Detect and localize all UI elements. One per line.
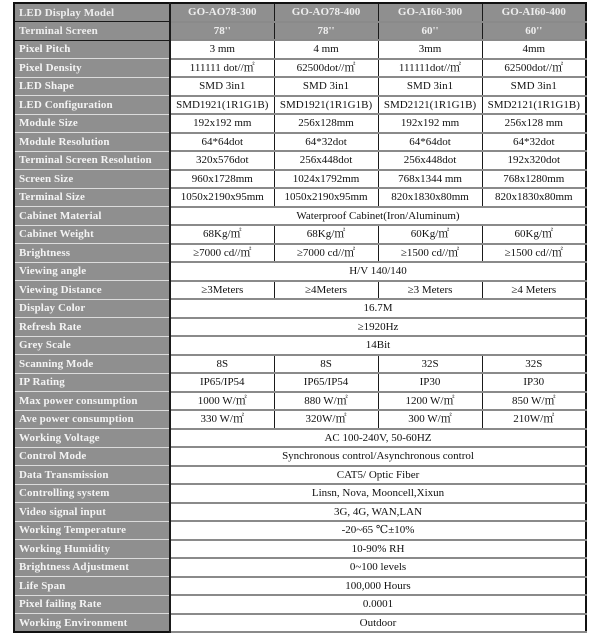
spec-row (14, 151, 586, 170)
spec-row (14, 170, 586, 189)
row-label: Refresh Rate (14, 318, 170, 337)
spec-row (14, 521, 586, 540)
row-label: IP Rating (14, 373, 170, 392)
row-label: Life Span (14, 577, 170, 596)
row-label: Working Voltage (14, 429, 170, 448)
screen-size-value: 78'' (274, 22, 378, 41)
spec-value: SMD 3in1 (378, 77, 482, 96)
spec-row (14, 133, 586, 152)
spec-value: 8S (170, 355, 274, 374)
spec-value: 111111dot//㎡ (378, 59, 482, 78)
row-label: Working Temperature (14, 521, 170, 540)
screen-size-value: 78'' (170, 22, 274, 41)
spec-value-shared: 0.0001 (170, 595, 586, 614)
row-label: Working Environment (14, 614, 170, 633)
spec-value-shared: 16.7M (170, 299, 586, 318)
spec-row (14, 373, 586, 392)
spec-value: 32S (482, 355, 586, 374)
spec-row (14, 40, 586, 59)
spec-value-shared: 100,000 Hours (170, 577, 586, 596)
spec-value: IP30 (378, 373, 482, 392)
row-label: Viewing Distance (14, 281, 170, 300)
row-label: Terminal Size (14, 188, 170, 207)
spec-value: ≥7000 cd//㎡ (170, 244, 274, 263)
row-label: Cabinet Weight (14, 225, 170, 244)
spec-value: 820x1830x80mm (378, 188, 482, 207)
spec-value: 320W/㎡ (274, 410, 378, 429)
row-label: Pixel failing Rate (14, 595, 170, 614)
spec-value: ≥1500 cd//㎡ (378, 244, 482, 263)
spec-row (14, 59, 586, 78)
row-label: Terminal Screen (14, 22, 170, 41)
spec-row (14, 281, 586, 300)
spec-value: 68Kg/㎡ (274, 225, 378, 244)
spec-value: SMD 3in1 (274, 77, 378, 96)
spec-row (14, 410, 586, 429)
spec-value: 1050x2190x95mm (274, 188, 378, 207)
spec-value-shared: Waterproof Cabinet(Iron/Aluminum) (170, 207, 586, 226)
model-name: GO-AI60-300 (378, 3, 482, 22)
spec-value: 64*64dot (378, 133, 482, 152)
spec-value: 8S (274, 355, 378, 374)
spec-value: 62500dot//㎡ (274, 59, 378, 78)
row-label: Cabinet Material (14, 207, 170, 226)
spec-value: ≥7000 cd//㎡ (274, 244, 378, 263)
spec-value: SMD2121(1R1G1B) (378, 96, 482, 115)
spec-row (14, 207, 586, 226)
spec-value: 68Kg/㎡ (170, 225, 274, 244)
spec-row (14, 503, 586, 522)
spec-value: 320x576dot (170, 151, 274, 170)
screen-size-value: 60'' (378, 22, 482, 41)
model-name: GO-AO78-400 (274, 3, 378, 22)
spec-value: 880 W/㎡ (274, 392, 378, 411)
spec-value: ≥4 Meters (482, 281, 586, 300)
row-label: Viewing angle (14, 262, 170, 281)
row-label: Grey Scale (14, 336, 170, 355)
row-label: Module Size (14, 114, 170, 133)
spec-value: 64*64dot (170, 133, 274, 152)
row-label: Terminal Screen Resolution (14, 151, 170, 170)
row-label: Screen Size (14, 170, 170, 189)
spec-value: 60Kg/㎡ (378, 225, 482, 244)
spec-row (14, 114, 586, 133)
spec-value: 256x448dot (378, 151, 482, 170)
terminal-screen-row (14, 22, 586, 41)
spec-row (14, 484, 586, 503)
spec-value: ≥3 Meters (378, 281, 482, 300)
row-label: LED Display Model (14, 3, 170, 22)
spec-row (14, 299, 586, 318)
spec-value: 768x1344 mm (378, 170, 482, 189)
spec-value: 3 mm (170, 40, 274, 59)
spec-value: 62500dot//㎡ (482, 59, 586, 78)
spec-row (14, 429, 586, 448)
spec-row (14, 577, 586, 596)
row-label: Max power consumption (14, 392, 170, 411)
spec-value: 4mm (482, 40, 586, 59)
row-label: Pixel Pitch (14, 40, 170, 59)
spec-value-shared: 14Bit (170, 336, 586, 355)
spec-row (14, 447, 586, 466)
spec-value-shared: 10-90% RH (170, 540, 586, 559)
spec-row (14, 225, 586, 244)
row-label: Brightness (14, 244, 170, 263)
screen-size-value: 60'' (482, 22, 586, 41)
spec-value: 1000 W/㎡ (170, 392, 274, 411)
spec-value: 768x1280mm (482, 170, 586, 189)
spec-value: SMD2121(1R1G1B) (482, 96, 586, 115)
spec-value: 1024x1792mm (274, 170, 378, 189)
spec-value: 192x320dot (482, 151, 586, 170)
row-label: Scanning Mode (14, 355, 170, 374)
row-label: Brightness Adjustment (14, 558, 170, 577)
model-header-row (14, 3, 586, 22)
spec-value: 256x128 mm (482, 114, 586, 133)
led-spec-table (13, 2, 587, 633)
spec-value: IP65/IP54 (170, 373, 274, 392)
spec-value: 1050x2190x95mm (170, 188, 274, 207)
spec-value: 256x448dot (274, 151, 378, 170)
row-label: LED Shape (14, 77, 170, 96)
spec-value: SMD1921(1R1G1B) (170, 96, 274, 115)
spec-value: 3mm (378, 40, 482, 59)
row-label: Display Color (14, 299, 170, 318)
spec-value: 820x1830x80mm (482, 188, 586, 207)
spec-row (14, 466, 586, 485)
row-label: Module Resolution (14, 133, 170, 152)
spec-value: 192x192 mm (170, 114, 274, 133)
spec-value: SMD1921(1R1G1B) (274, 96, 378, 115)
spec-value-shared: Synchronous control/Asynchronous control (170, 447, 586, 466)
row-label: Controlling system (14, 484, 170, 503)
row-label: Ave power consumption (14, 410, 170, 429)
spec-row (14, 188, 586, 207)
spec-value: 64*32dot (482, 133, 586, 152)
spec-value-shared: ≥1920Hz (170, 318, 586, 337)
spec-value-shared: AC 100-240V, 50-60HZ (170, 429, 586, 448)
spec-value: ≥3Meters (170, 281, 274, 300)
spec-row (14, 614, 586, 633)
spec-value: 111111 dot//㎡ (170, 59, 274, 78)
spec-value: ≥4Meters (274, 281, 378, 300)
spec-value: 300 W/㎡ (378, 410, 482, 429)
spec-row (14, 77, 586, 96)
spec-value: 210W/㎡ (482, 410, 586, 429)
spec-value-shared: H/V 140/140 (170, 262, 586, 281)
spec-value: 256x128mm (274, 114, 378, 133)
spec-value: SMD 3in1 (170, 77, 274, 96)
spec-value: ≥1500 cd//㎡ (482, 244, 586, 263)
model-name: GO-AI60-400 (482, 3, 586, 22)
spec-row (14, 392, 586, 411)
spec-value: 64*32dot (274, 133, 378, 152)
spec-value: 850 W/㎡ (482, 392, 586, 411)
spec-row (14, 558, 586, 577)
spec-value: 960x1728mm (170, 170, 274, 189)
spec-value-shared: 0~100 levels (170, 558, 586, 577)
spec-row (14, 244, 586, 263)
spec-value: 192x192 mm (378, 114, 482, 133)
row-label: Video signal input (14, 503, 170, 522)
spec-value-shared: Outdoor (170, 614, 586, 633)
spec-value: 32S (378, 355, 482, 374)
spec-value-shared: -20~65 ℃±10% (170, 521, 586, 540)
spec-value: IP65/IP54 (274, 373, 378, 392)
spec-value-shared: Linsn, Nova, Mooncell,Xixun (170, 484, 586, 503)
spec-row (14, 262, 586, 281)
model-name: GO-AO78-300 (170, 3, 274, 22)
spec-value: 4 mm (274, 40, 378, 59)
spec-value-shared: CAT5/ Optic Fiber (170, 466, 586, 485)
spec-value-shared: 3G, 4G, WAN,LAN (170, 503, 586, 522)
spec-row (14, 540, 586, 559)
spec-row (14, 355, 586, 374)
row-label: Data Transmission (14, 466, 170, 485)
spec-row (14, 318, 586, 337)
row-label: Control Mode (14, 447, 170, 466)
spec-value: IP30 (482, 373, 586, 392)
spec-row (14, 595, 586, 614)
spec-row (14, 336, 586, 355)
spec-value: 330 W/㎡ (170, 410, 274, 429)
spec-value: SMD 3in1 (482, 77, 586, 96)
spec-value: 60Kg/㎡ (482, 225, 586, 244)
spec-value: 1200 W/㎡ (378, 392, 482, 411)
row-label: Pixel Density (14, 59, 170, 78)
row-label: LED Configuration (14, 96, 170, 115)
row-label: Working Humidity (14, 540, 170, 559)
spec-row (14, 96, 586, 115)
spec-table-container (13, 2, 585, 633)
